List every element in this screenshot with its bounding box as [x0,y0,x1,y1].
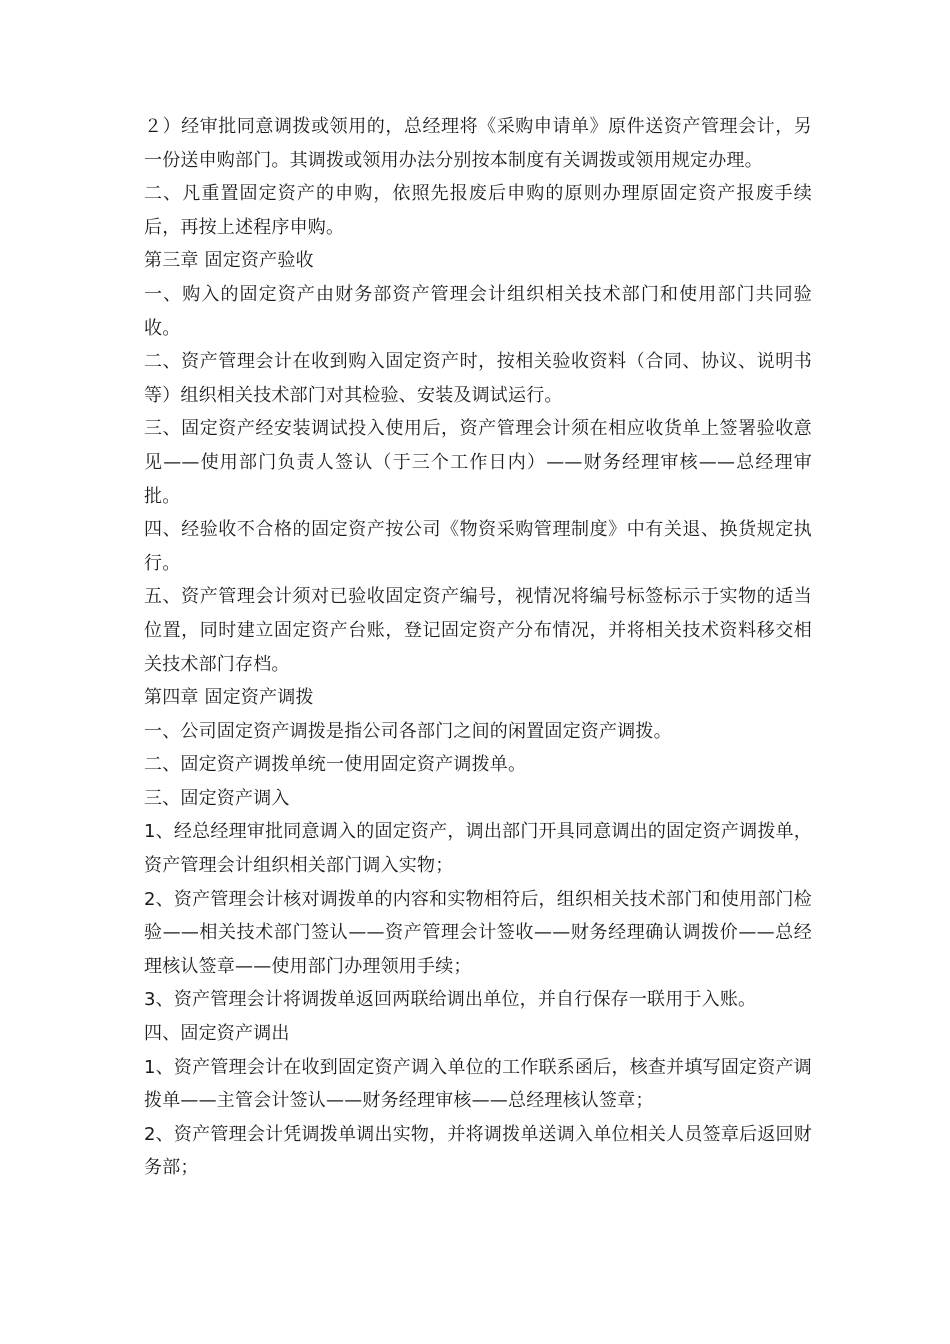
paragraph-transfer-1: 一、公司固定资产调拨是指公司各部门之间的闲置固定资产调拨。 [144,720,672,742]
chapter-3-heading: 第三章 固定资产验收 [144,250,314,272]
paragraph-transfer-out-2: 2、资产管理会计凭调拨单调出实物，并将调拨单送调入单位相关人员签章后返回财务部； [144,1123,812,1179]
paragraph-acceptance-4: 四、经验收不合格的固定资产按公司《物资采购管理制度》中有关退、换货规定执行。 [144,519,812,574]
paragraph-transfer-in-1: 1、经总经理审批同意调入的固定资产，调出部门开具同意调出的固定资产调拨单，资产管理会计组织相关部门调入实物； [144,821,812,877]
paragraph-replacement-purchase: 二、凡重置固定资产的申购，依照先报废后申购的原则办理原固定资产报废手续后，再按上述程序申购。 [144,183,812,238]
paragraph-acceptance-3: 三、固定资产经安装调试投入使用后，资产管理会计须在相应收货单上签署验收意见——使用部门负责人签认（于三个工作日内）——财务经理审核——总经理审批。 [144,418,812,507]
section-transfer-in-heading: 三、固定资产调入 [144,787,290,809]
paragraph-acceptance-5: 五、资产管理会计须对已验收固定资产编号，视情况将编号标签标示于实物的适当位置，同时建立固定资产台账，登记固定资产分布情况，并将相关技术资料移交相关技术部门存档。 [144,586,812,675]
paragraph-approval-transfer: ２）经审批同意调拨或领用的，总经理将《采购申请单》原件送资产管理会计，另一份送申购部门。其调拨或领用办法分别按本制度有关调拨或领用规定办理。 [144,116,812,171]
paragraph-transfer-in-3: 3、资产管理会计将调拨单返回两联给调出单位，并自行保存一联用于入账。 [144,989,757,1011]
paragraph-transfer-2: 二、固定资产调拨单统一使用固定资产调拨单。 [144,754,527,776]
paragraph-acceptance-1: 一、购入的固定资产由财务部资产管理会计组织相关技术部门和使用部门共同验收。 [144,283,812,339]
document-body [144,110,812,1185]
paragraph-transfer-out-1: 1、资产管理会计在收到固定资产调入单位的工作联系函后，核查并填写固定资产调拨单——主管会计签认——财务经理审核——总经理核认签章； [144,1056,812,1112]
chapter-4-heading: 第四章 固定资产调拨 [144,687,314,709]
paragraph-transfer-in-2: 2、资产管理会计核对调拨单的内容和实物相符后，组织相关技术部门和使用部门检验——相关技术部门签认——资产管理会计签收——财务经理确认调拨价——总经理核认签章——使用部门办理领用手续； [144,888,812,977]
paragraph-acceptance-2: 二、资产管理会计在收到购入固定资产时，按相关验收资料（合同、协议、说明书等）组织相关技术部门对其检验、安装及调试运行。 [144,351,812,406]
section-transfer-out-heading: 四、固定资产调出 [144,1023,290,1045]
